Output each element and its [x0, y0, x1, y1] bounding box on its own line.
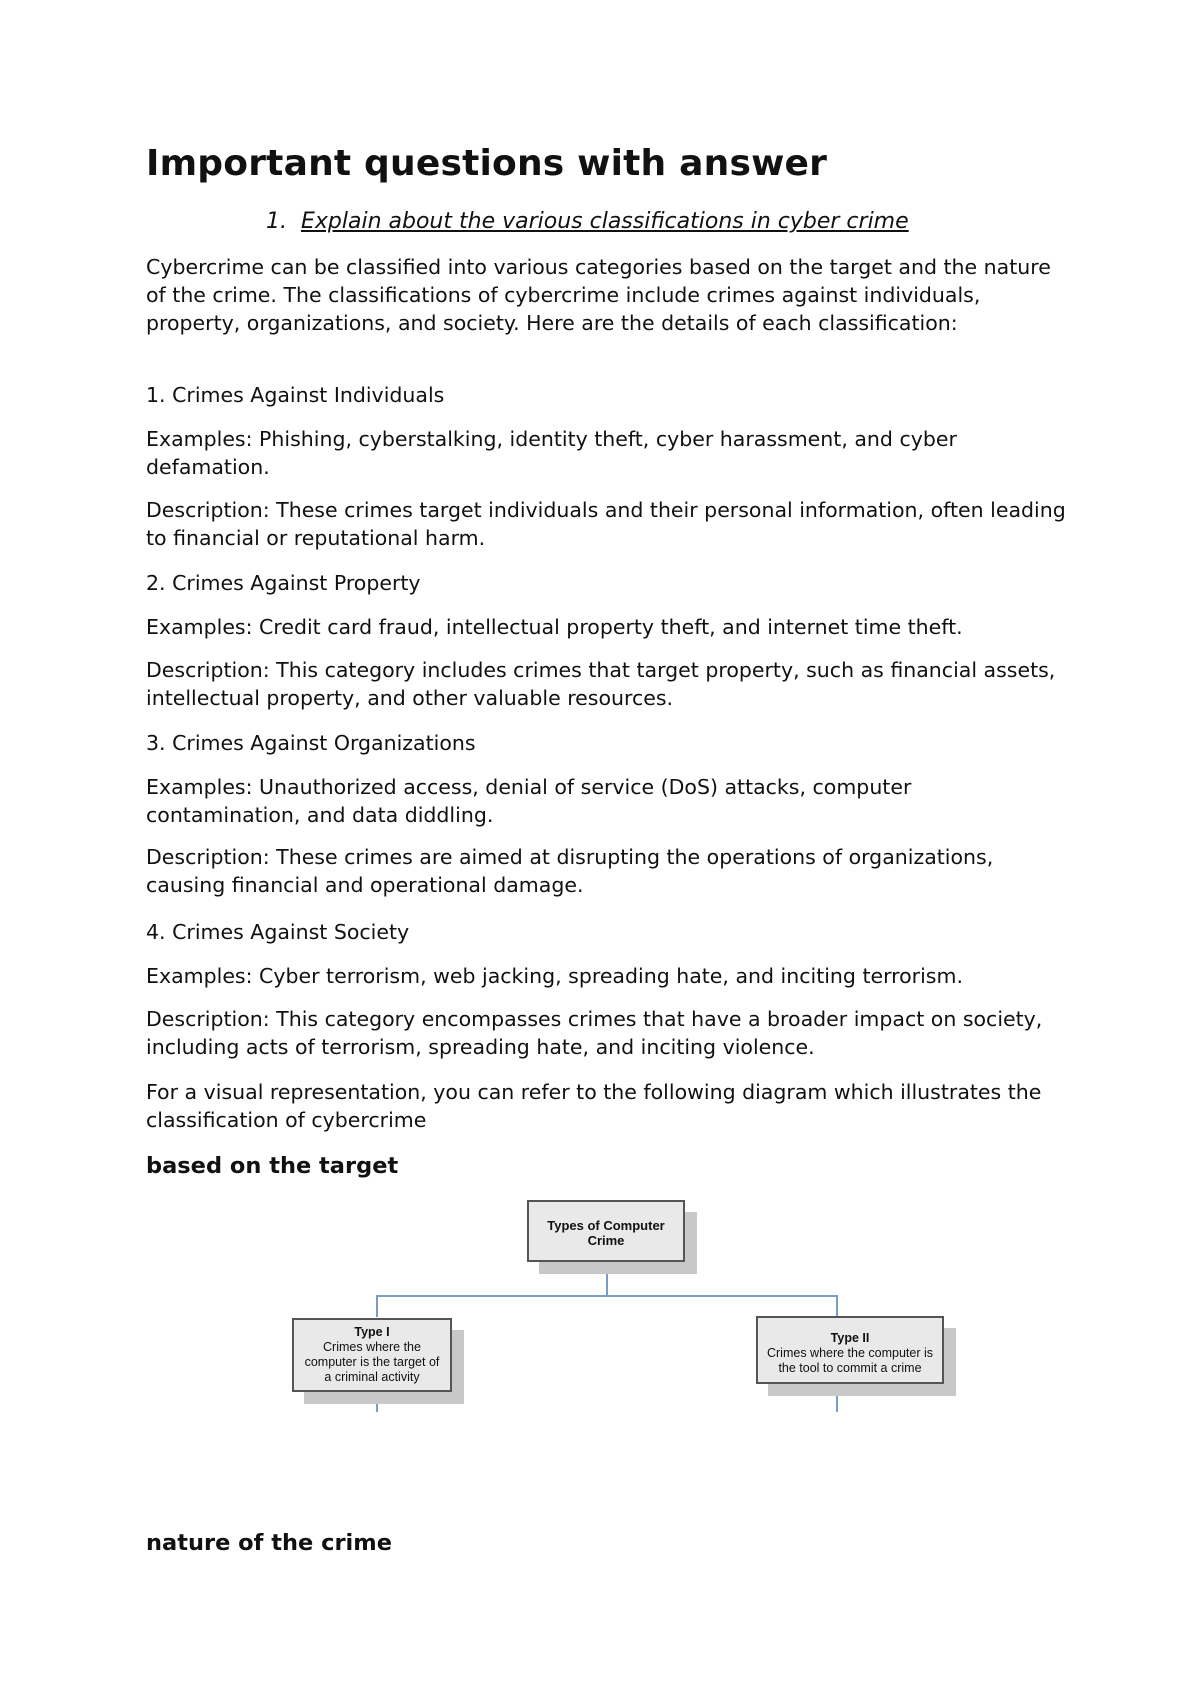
section-2-examples: Examples: Credit card fraud, intellectual property theft, and internet time theft. — [146, 615, 963, 639]
section-1-examples: Examples: Phishing, cyberstalking, identity theft, cyber harassment, and cyber defamation. — [146, 427, 957, 479]
subheading-nature: nature of the crime — [146, 1530, 392, 1556]
connector-root-down — [606, 1270, 608, 1296]
section-1-description: Description: These crimes target individuals and their personal information, often leading to financial or reputational harm. — [146, 498, 1066, 550]
connector-right-drop — [836, 1295, 838, 1317]
question-number: 1. — [266, 209, 287, 234]
type-2-box — [756, 1316, 944, 1384]
section-4-description: Description: This category encompasses crimes that have a broader impact on society, including acts of terrorism, spreading hate, and inciting violence. — [146, 1007, 1043, 1059]
section-2-title: 2. Crimes Against Property — [146, 571, 421, 595]
section-4-title: 4. Crimes Against Society — [146, 920, 410, 944]
intro-paragraph: Cybercrime can be classified into various categories based on the target and the nature of the crime. The classifications of cybercrime include crimes against individuals, property, organizations, and society. Here are the details of each classification: — [146, 255, 1051, 335]
visual-note: For a visual representation, you can refer to the following diagram which illustrates the classification of cybercrime — [146, 1080, 1042, 1132]
root-box — [527, 1200, 685, 1262]
section-3-examples: Examples: Unauthorized access, denial of service (DoS) attacks, computer contamination, and data diddling. — [146, 775, 912, 827]
connector-horizontal — [376, 1295, 838, 1297]
section-4-examples: Examples: Cyber terrorism, web jacking, spreading hate, and inciting terrorism. — [146, 964, 963, 988]
subheading-target: based on the target — [146, 1153, 399, 1179]
connector-left-tail — [376, 1390, 378, 1412]
type-1-title: Type I — [354, 1325, 390, 1339]
section-3-title: 3. Crimes Against Organizations — [146, 731, 476, 755]
section-1-title: 1. Crimes Against Individuals — [146, 383, 445, 407]
page-title: Important questions with answer — [146, 143, 828, 184]
type-2-description: Crimes where the computer is the tool to commit a crime — [766, 1346, 934, 1375]
question-heading — [266, 208, 909, 236]
connector-left-drop — [376, 1295, 378, 1317]
section-2-description: Description: This category includes crimes that target property, such as financial assets, intellectual property, and other valuable resources. — [146, 658, 1056, 710]
question-text: Explain about the various classifications in cyber crime — [301, 209, 909, 234]
type-1-description: Crimes where the computer is the target of a criminal activity — [304, 1340, 440, 1384]
type-2-title: Type II — [830, 1331, 870, 1345]
connector-right-tail — [836, 1390, 838, 1412]
section-3-description: Description: These crimes are aimed at disrupting the operations of organizations, causing financial and operational damage. — [146, 845, 994, 897]
root-box-label: Types of Computer Crime — [547, 1218, 665, 1248]
crime-type-diagram — [146, 1198, 986, 1428]
type-1-box — [292, 1318, 452, 1392]
